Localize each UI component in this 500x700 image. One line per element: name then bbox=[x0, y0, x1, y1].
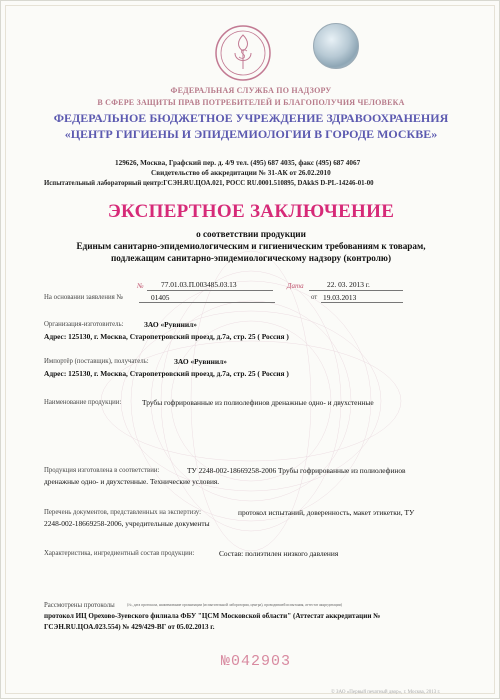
agency-line-1: ФЕДЕРАЛЬНАЯ СЛУЖБА ПО НАДЗОРУ bbox=[170, 86, 332, 95]
conclusion-date: 22. 03. 2013 г. bbox=[327, 280, 370, 289]
conclusion-number: 77.01.03.П.003485.03.13 bbox=[161, 280, 237, 289]
agency-line-2: В СФЕРЕ ЗАЩИТЫ ПРАВ ПОТРЕБИТЕЛЕЙ И БЛАГОПОЛУЧИЯ ЧЕЛОВЕКА bbox=[97, 98, 405, 107]
page-frame bbox=[5, 5, 495, 694]
rospotrebnadzor-emblem bbox=[213, 23, 273, 83]
number-underline bbox=[147, 290, 273, 291]
manufacturer-address: Адрес: 125130, г. Москва, Старопетровский проезд, д.7а, стр. 25 ( Россия ) bbox=[44, 332, 289, 341]
application-label: На основании заявления № bbox=[44, 294, 123, 301]
application-underline bbox=[139, 302, 275, 303]
hologram-sticker bbox=[313, 23, 359, 69]
composition-value: Состав: полиэтилен низкого давления bbox=[219, 549, 339, 558]
institution-line-2: «ЦЕНТР ГИГИЕНЫ И ЭПИДЕМИОЛОГИИ В ГОРОДЕ МОСКВЕ» bbox=[64, 127, 438, 141]
composition-label: Характеристика, ингредиентный состав продукции: bbox=[44, 550, 195, 557]
application-number: 01405 bbox=[151, 293, 170, 302]
docs-value-line-1: протокол испытаний, доверенность, макет этикетки, ТУ bbox=[238, 508, 415, 517]
number-label: № bbox=[137, 282, 144, 290]
importer-address: Адрес: 125130, г. Москва, Старопетровский проезд, д.7а, стр. 25 ( Россия ) bbox=[44, 369, 289, 378]
printer-footer: © ЗАО «Первый печатный двор», г. Москва, 2013 г. bbox=[331, 690, 441, 695]
importer-name: ЗАО «Рувинил» bbox=[174, 357, 227, 366]
application-from-label: от bbox=[311, 294, 318, 301]
application-date: 19.03.2013 bbox=[323, 293, 357, 302]
product-value: Трубы гофрированные из полиолефинов дренажные одно- и двухстенные bbox=[142, 398, 374, 407]
date-underline bbox=[309, 290, 403, 291]
institution-line-1: ФЕДЕРАЛЬНОЕ БЮДЖЕТНОЕ УЧРЕЖДЕНИЕ ЗДРАВООХРАНЕНИЯ bbox=[53, 111, 449, 125]
standard-label: Продукция изготовлена в соответствии: bbox=[44, 467, 160, 474]
date-label: Дата bbox=[287, 282, 304, 290]
application-date-underline bbox=[321, 302, 403, 303]
subtitle-line-1: о соответствии продукции bbox=[196, 229, 306, 239]
protocols-label: Рассмотрены протоколы bbox=[44, 602, 115, 609]
document-title: ЭКСПЕРТНОЕ ЗАКЛЮЧЕНИЕ bbox=[107, 201, 395, 222]
standard-value-line-2: дренажные одно- и двухстенные. Технические условия. bbox=[44, 477, 220, 486]
protocols-value-line-1: протокол ИЦ Орехово-Зуевского филиала ФБУ "ЦСМ Московской области" (Аттестат аккредитации № bbox=[44, 612, 381, 620]
docs-value-line-2: 2248-002-18669258-2006, учредительные документы bbox=[44, 519, 210, 528]
subtitle-line-2: Единым санитарно-эпидемиологическим и гигиеническим требованиям к товарам, bbox=[76, 241, 426, 251]
product-label: Наименование продукции: bbox=[44, 399, 122, 406]
lab-center: Испытательный лабораторный центр:ГСЭН.RU.ЦОА.021, РОСС RU.0001.510895, DAkkS D-PL-14246-01-00 bbox=[44, 180, 374, 187]
protocols-hint: (№, дата протокола, наименование организации (испытательной лаборатории, центра), проводившей испытания, аттестат аккредитации) bbox=[127, 603, 342, 607]
importer-label: Импортёр (поставщик), получатель: bbox=[44, 358, 149, 365]
manufacturer-label: Организация-изготовитель: bbox=[44, 321, 124, 328]
subtitle-line-3: подлежащим санитарно-эпидемиологическому надзору (контролю) bbox=[110, 253, 392, 263]
docs-label: Перечень документов, представленных на экспертизу: bbox=[44, 509, 201, 516]
manufacturer-name: ЗАО «Рувинил» bbox=[144, 320, 197, 329]
accreditation-certificate: Свидетельство об аккредитации № 31-АК от 26.02.2010 bbox=[151, 169, 331, 177]
standard-value-line-1: ТУ 2248-002-18669258-2006 Трубы гофрированные из полиолефинов bbox=[187, 466, 406, 475]
institution-address: 129626, Москва, Графский пер. д. 4/9 тел. (495) 687 4035, факс (495) 687 4067 bbox=[115, 159, 361, 167]
protocols-value-line-2: ГСЭН.RU.ЦОА.023.554) № 429/429-ВГ от 05.02.2013 г. bbox=[44, 623, 215, 631]
serial-number: №042903 bbox=[221, 653, 292, 670]
